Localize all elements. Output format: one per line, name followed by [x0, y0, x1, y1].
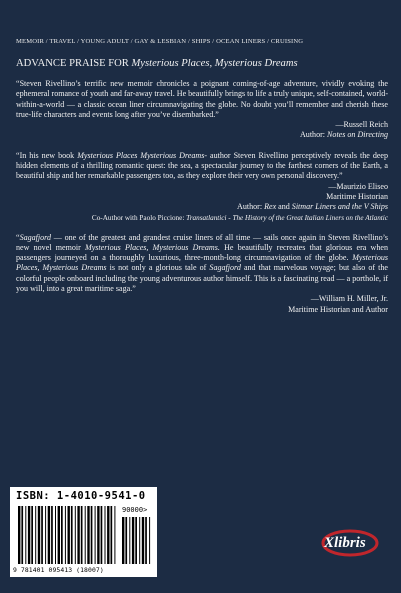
book-rex: Rex: [264, 202, 277, 212]
barcode-bar: [132, 517, 134, 564]
barcode-bar: [48, 506, 50, 564]
barcode-bar: [87, 506, 89, 564]
barcode-bar: [139, 517, 140, 564]
quote-reich: “Steven Rivellino’s terrific new memoir chronicles a poignant coming-of-age adventure, vividly evoking the ephemeral romance of youth and far-away travel. He beautifully brings to life a truly unique, self-contained, world-within-a-world — a classic ocean liner circumnavigating the globe. No doubt you’ll remember and cherish these true-life characters and events long after you’ve disembarked.”: [16, 79, 388, 119]
role-prefix: Author:: [299, 130, 326, 140]
quote-eliseo-part2: - author Steven Rivellino perceptively reveals the deep hidden elements of a thrilling romantic quest: the sea, a spectacular journey to the farthest corners of the Earth, a beautiful ship and her remarkable passengers too, as they explore their very own personal discovery.”: [16, 150, 389, 181]
attribution-miller-role: Maritime Historian and Author: [288, 304, 388, 314]
barcode-bar: [75, 506, 76, 564]
barcode-bar: [105, 506, 106, 564]
role-book-title: Notes on Directing: [327, 130, 388, 140]
heading-prefix: ADVANCE PRAISE FOR: [16, 58, 129, 69]
quote-miller-part4: and that marvelous voyage; but also of the colorful people onboard including the young adventurous author himself. This is a fascinating read — a porthole, if you will, into a great maritime saga.”: [16, 263, 388, 294]
barcode-bar: [28, 506, 30, 564]
books-and: and: [278, 202, 290, 212]
barcode-bar: [142, 517, 144, 564]
attribution-eliseo-coauthor: [16, 213, 388, 223]
price-code: 90000>: [122, 506, 148, 514]
barcode-bar: [61, 506, 63, 564]
barcode-bar: [101, 506, 103, 564]
barcode-bar: [77, 506, 79, 564]
publisher-logo-text: Xlibris: [324, 535, 366, 551]
coauthor-prefix: Co-Author with Paolo Piccione:: [91, 213, 185, 222]
ship-name: Sagafjord: [19, 232, 52, 242]
quote-miller-part3: is not only a glorious tale of: [106, 263, 210, 273]
quote-miller: [16, 233, 388, 295]
attribution-reich-name: —Russell Reich: [335, 120, 388, 130]
barcode-bar: [18, 506, 20, 564]
barcode-bar: [95, 506, 96, 564]
attribution-reich-role: [16, 130, 388, 140]
quote-miller-part1: — one of the greatest and grandest cruise liners of all time — sails once again in Steven Rivellino’s new novel memoir: [16, 232, 388, 252]
isbn-label: ISBN: 1-4010-9541-0: [16, 490, 146, 502]
barcode-bar: [71, 506, 73, 564]
open-quote: “: [16, 232, 20, 242]
publisher-logo: [320, 527, 380, 559]
barcode-bar: [55, 506, 56, 564]
book-sitmar: Sitmar Liners and the V Ships: [291, 202, 388, 212]
quote-eliseo-part1: “In his new book: [16, 150, 75, 160]
coauthor-title: Transatlantici - The History of the Great Italian Liners on the Atlantic: [186, 213, 388, 222]
barcode-bar: [65, 506, 66, 564]
praise-heading: [16, 58, 388, 69]
barcode-bar: [35, 506, 36, 564]
barcode-bar: [114, 506, 115, 564]
quote-miller-title2: Mysterious Places, Mysterious Dreams: [16, 253, 388, 273]
barcode-bars: [18, 506, 118, 564]
category-line: MEMOIR / TRAVEL / YOUNG ADULT / GAY & LESBIAN / SHIPS / OCEAN LINERS / CRUISING: [16, 38, 304, 45]
attribution-eliseo-books: [16, 202, 388, 212]
barcode-bar: [91, 506, 93, 564]
barcode-bar: [149, 517, 150, 564]
addon-barcode-bars: [122, 517, 152, 564]
quote-eliseo: [16, 151, 388, 182]
quote-eliseo-title: Mysterious Places Mysterious Dreams: [77, 150, 205, 160]
barcode-bar: [129, 517, 130, 564]
barcode-bar: [111, 506, 113, 564]
barcode-bar: [58, 506, 60, 564]
barcode-bar: [31, 506, 33, 564]
barcode-digits: 9 781401 095413 (18007): [13, 566, 104, 574]
barcode-bar: [125, 517, 127, 564]
barcode-bar: [122, 517, 124, 564]
barcode-bar: [135, 517, 137, 564]
barcode-bar: [51, 506, 53, 564]
barcode-bar: [25, 506, 26, 564]
quote-miller-part2: He beautifully recreates that glorious era when passengers journeyed on a thoroughly luxurious, three-month-long circumnavigation of the globe.: [16, 242, 388, 263]
barcode-bar: [85, 506, 86, 564]
barcode-bar: [68, 506, 70, 564]
quote-miller-title1: Mysterious Places, Mysterious Dreams.: [85, 242, 220, 252]
barcode-bar: [21, 506, 23, 564]
attribution-eliseo-role: Maritime Historian: [326, 191, 388, 201]
attribution-miller-name: —William H. Miller, Jr.: [310, 294, 388, 304]
barcode-bar: [41, 506, 43, 564]
barcode-bar: [45, 506, 46, 564]
barcode-bar: [107, 506, 109, 564]
barcode-bar: [81, 506, 83, 564]
ship-name-2: Sagafjord: [209, 263, 241, 273]
isbn-barcode: [10, 487, 157, 577]
barcode-bar: [97, 506, 99, 564]
heading-book-title: Mysterious Places, Mysterious Dreams: [131, 58, 298, 69]
books-prefix: Author:: [237, 202, 263, 212]
barcode-bar: [38, 506, 40, 564]
barcode-bar: [145, 517, 147, 564]
attribution-eliseo-name: —Maurizio Eliseo: [328, 181, 388, 191]
